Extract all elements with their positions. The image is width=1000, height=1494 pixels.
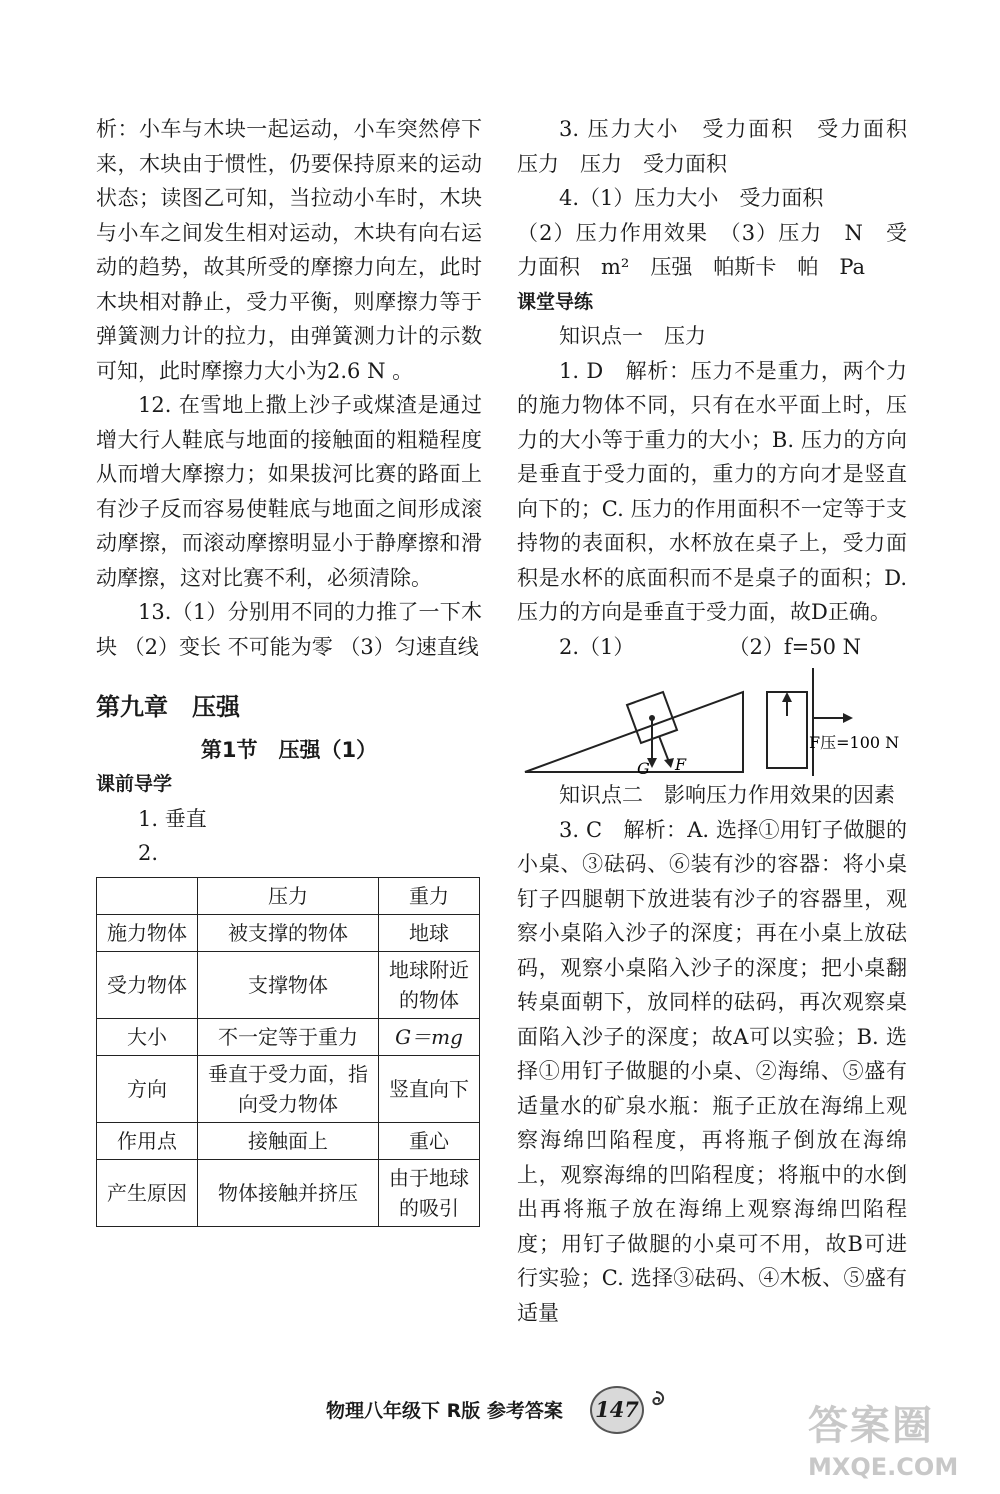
pre-item-2: 2. <box>138 841 159 865</box>
force-diagram <box>517 666 907 778</box>
table-cell: 地球附近的物体 <box>379 951 480 1018</box>
question-1-answer: 1. D 解析：压力不是重力，两个力的施力物体不同，只有在水平面上时，压力的大小等于重力的大小；B. 压力的方向是垂直于受力面的，重力的方向才是竖直向下的；C. 压力的作用面积不一定等于支持物的表面积，水杯放在桌子上，受力面积是水杯的底面积而不是桌子的面积；D. 压力的方向是垂直于受力面，故D正确。 <box>517 358 907 624</box>
table-cell: 被支撑的物体 <box>198 914 379 951</box>
table-cell: 产生原因 <box>97 1159 198 1226</box>
right-column <box>517 112 928 1330</box>
answer-13: 13.（1）分别用不同的力推了一下木块 （2）变长 不可能为零 （3）匀速直线 <box>96 600 482 659</box>
table-cell: 大小 <box>97 1018 198 1055</box>
table-row <box>97 1018 480 1055</box>
wall-diagram <box>767 668 899 776</box>
left-column <box>96 112 482 1227</box>
table-row <box>97 1122 480 1159</box>
knowledge-point-2: 知识点二 影响压力作用效果的因素 <box>559 783 895 807</box>
table-cell: G＝mg <box>379 1018 480 1055</box>
table-cell: 物体接触并挤压 <box>198 1159 379 1226</box>
answer-12: 12. 在雪地上撒上沙子或煤渣是通过增大行人鞋底与地面的接触面的粗糙程度从而增大摩擦力；如果拔河比赛的路面上有沙子反而容易使鞋底与地面之间形成滚动摩擦，而滚动摩擦明显小于静摩擦和滑动摩擦，这对比赛不利，必须清除。 <box>96 393 482 590</box>
chapter-title: 第九章 压强 <box>96 693 240 721</box>
force-label: F <box>675 755 687 774</box>
page-number: 147 <box>590 1386 644 1434</box>
table-cell: 方向 <box>97 1055 198 1122</box>
watermark <box>808 1400 988 1490</box>
table-header-cell <box>97 877 198 914</box>
watermark-url: MXQE.COM <box>808 1453 959 1481</box>
table-cell: 作用点 <box>97 1122 198 1159</box>
section-title: 第1节 压强（1） <box>200 737 378 762</box>
table-row <box>97 951 480 1018</box>
page-footer <box>326 1382 666 1442</box>
pressure-gravity-table <box>96 877 480 1227</box>
gravity-label: G <box>637 759 650 778</box>
answer-11-continued: 析：小车与木块一起运动，小车突然停下来，木块由于惯性，仍要保持原来的运动状态；读图乙可知，当拉动小车时，木块与小车之间发生相对运动，木块有向右运动的趋势，故其所受的摩擦力向左，此时木块相对静止，受力平衡，则摩擦力等于弹簧测力计的拉力，由弹簧测力计的示数可知，此时摩擦力大小为2.6 N 。 <box>96 117 482 383</box>
table-cell: 竖直向下 <box>379 1055 480 1122</box>
answer-4-part1: 4.（1）压力大小 受力面积 <box>559 186 824 210</box>
table-header-row <box>97 877 480 914</box>
table-cell: 不一定等于重力 <box>198 1018 379 1055</box>
question-2-labels <box>517 630 907 665</box>
answer-4-part2: （2）压力作用效果 （3）压力 N 受力面积 m² 压强 帕斯卡 帕 Pa <box>517 220 907 279</box>
table-cell: 接触面上 <box>198 1122 379 1159</box>
table-header-cell: 压力 <box>198 877 379 914</box>
question-2-part2-label: （2）f=50 N <box>728 634 861 659</box>
pre-study-heading: 课前导学 <box>96 773 173 795</box>
swirl-icon <box>644 1390 668 1414</box>
table-header-cell: 重力 <box>379 877 480 914</box>
footer-label: 物理八年级下 R版 参考答案 <box>326 1400 563 1422</box>
question-2-part1-label: 2.（1） <box>559 634 635 659</box>
answer-3: 3. 压力大小 受力面积 受力面积 压力 压力 受力面积 <box>517 117 928 176</box>
question-3-answer: 3. C 解析：A. 选择①用钉子做腿的小桌、③砝码、⑥装有沙的容器：将小桌钉子四腿朝下放进装有沙子的容器里，观察小桌陷入沙子的深度；再在小桌上放砝码，观察小桌陷入沙子的深度；把小桌翻转桌面朝下，放同样的砝码，再次观察桌面陷入沙子的深度；故A可以实验；B. 选择①用钉子做腿的小桌、②海绵、⑤盛有适量水的矿泉水瓶：瓶子正放在海绵上观察海绵凹陷程度，再将瓶子倒放在海绵上，观察海绵的凹陷程度；将瓶中的水倒出再将瓶子放在海绵上观察海绵凹陷程度；用钉子做腿的小桌可不用，故B可进行实验；C. 选择③砝码、④木板、⑤盛有适量 <box>517 817 907 1325</box>
watermark-main: 答案圈 <box>808 1403 934 1449</box>
table-row <box>97 1055 480 1122</box>
table-cell: 地球 <box>379 914 480 951</box>
incline-diagram <box>525 692 743 778</box>
table-cell: 由于地球的吸引 <box>379 1159 480 1226</box>
pressure-force-label: F压=100 N <box>809 733 900 752</box>
table-row <box>97 914 480 951</box>
class-practice-heading: 课堂导练 <box>517 290 594 313</box>
pre-item-1: 1. 垂直 <box>138 806 207 831</box>
table-cell: 施力物体 <box>97 914 198 951</box>
table-cell: 受力物体 <box>97 951 198 1018</box>
knowledge-point-1: 知识点一 压力 <box>559 324 706 348</box>
table-cell: 垂直于受力面，指向受力物体 <box>198 1055 379 1122</box>
table-row <box>97 1159 480 1226</box>
table-cell: 支撑物体 <box>198 951 379 1018</box>
table-cell: 重心 <box>379 1122 480 1159</box>
